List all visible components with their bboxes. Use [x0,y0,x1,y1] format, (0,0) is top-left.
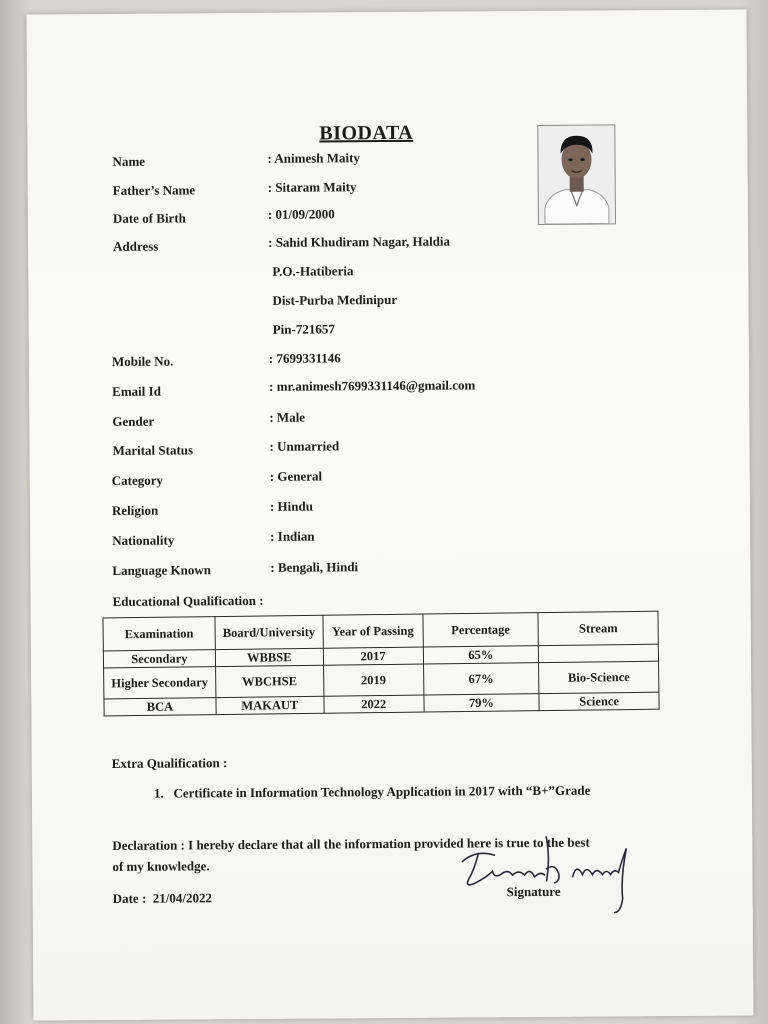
table-cell: Science [539,692,659,710]
handwritten-signature [454,828,645,919]
declaration-text-continued: of my knowledge. [112,858,210,874]
column-header-year: Year of Passing [323,614,423,648]
field-label-nationality: Nationality [112,532,175,548]
field-label-religion: Religion [111,502,159,518]
field-value-marital-status: : Unmarried [269,438,340,454]
table-cell: WBCHSE [215,665,323,697]
field-label-marital-status: Marital Status [112,442,194,458]
table-cell: 2019 [323,664,423,696]
field-value-address-line4: Pin-721657 [272,321,335,337]
table-cell: MAKAUT [216,696,324,714]
field-value-address-line2: P.O.-Hatiberia [272,263,354,279]
table-cell: BCA [104,698,216,716]
field-label-mobile: Mobile No. [111,353,174,369]
table-cell: Higher Secondary [104,667,216,699]
biodata-sheet [26,9,753,1020]
field-value-name: : Animesh Maity [267,150,361,166]
field-label-dob: Date of Birth [112,210,186,226]
field-label-gender: Gender [112,413,155,429]
field-value-address-line3: Dist-Purba Medinipur [272,291,398,308]
column-header-percentage: Percentage [422,613,538,647]
field-value-languages: : Bengali, Hindi [270,559,359,575]
extra-qualification-heading: Extra Qualification : [111,755,228,771]
field-value-fathers-name: : Sitaram Maity [267,179,357,195]
education-table [102,611,659,717]
signature-label: Signature [506,883,561,900]
education-heading: Educational Qualification : [112,592,264,609]
table-cell: Secondary [103,650,215,668]
passport-photo [537,124,616,225]
field-label-name: Name [112,153,146,169]
column-header-examination: Examination [103,617,215,651]
field-label-languages: Language Known [112,562,212,578]
field-value-gender: : Male [269,409,306,425]
table-cell: 2022 [324,695,424,713]
declaration-date: Date : 21/04/2022 [112,890,213,906]
table-cell: 67% [423,663,539,695]
field-value-nationality: : Indian [270,528,315,544]
field-label-fathers-name: Father’s Name [112,182,196,198]
field-label-category: Category [111,472,164,488]
table-cell: WBBSE [215,648,323,666]
field-value-mobile: : 7699331146 [268,350,341,366]
field-value-dob: : 01/09/2000 [267,206,335,222]
extra-qualification-item: 1. Certificate in Information Technology Application in 2017 with “B+”Grade [153,782,591,801]
table-cell: 65% [423,646,539,664]
field-value-email: : mr.animesh7699331146@gmail.com [269,377,476,394]
column-header-stream: Stream [538,611,658,645]
table-cell [539,644,659,662]
field-value-address-line1: : Sahid Khudiram Nagar, Haldia [268,233,451,250]
table-cell: 2017 [323,647,423,665]
field-value-category: : General [269,468,323,484]
column-header-board: Board/University [215,615,323,649]
field-label-address: Address [113,238,159,254]
table-cell: 79% [423,694,539,712]
portrait-image [538,125,615,224]
declaration-text: Declaration : I hereby declare that all the information provided here is true to the best [112,834,590,853]
field-value-religion: : Hindu [269,498,313,514]
document-title: BIODATA [319,121,414,145]
table-cell: Bio-Science [539,661,659,693]
field-label-email: Email Id [112,383,161,399]
